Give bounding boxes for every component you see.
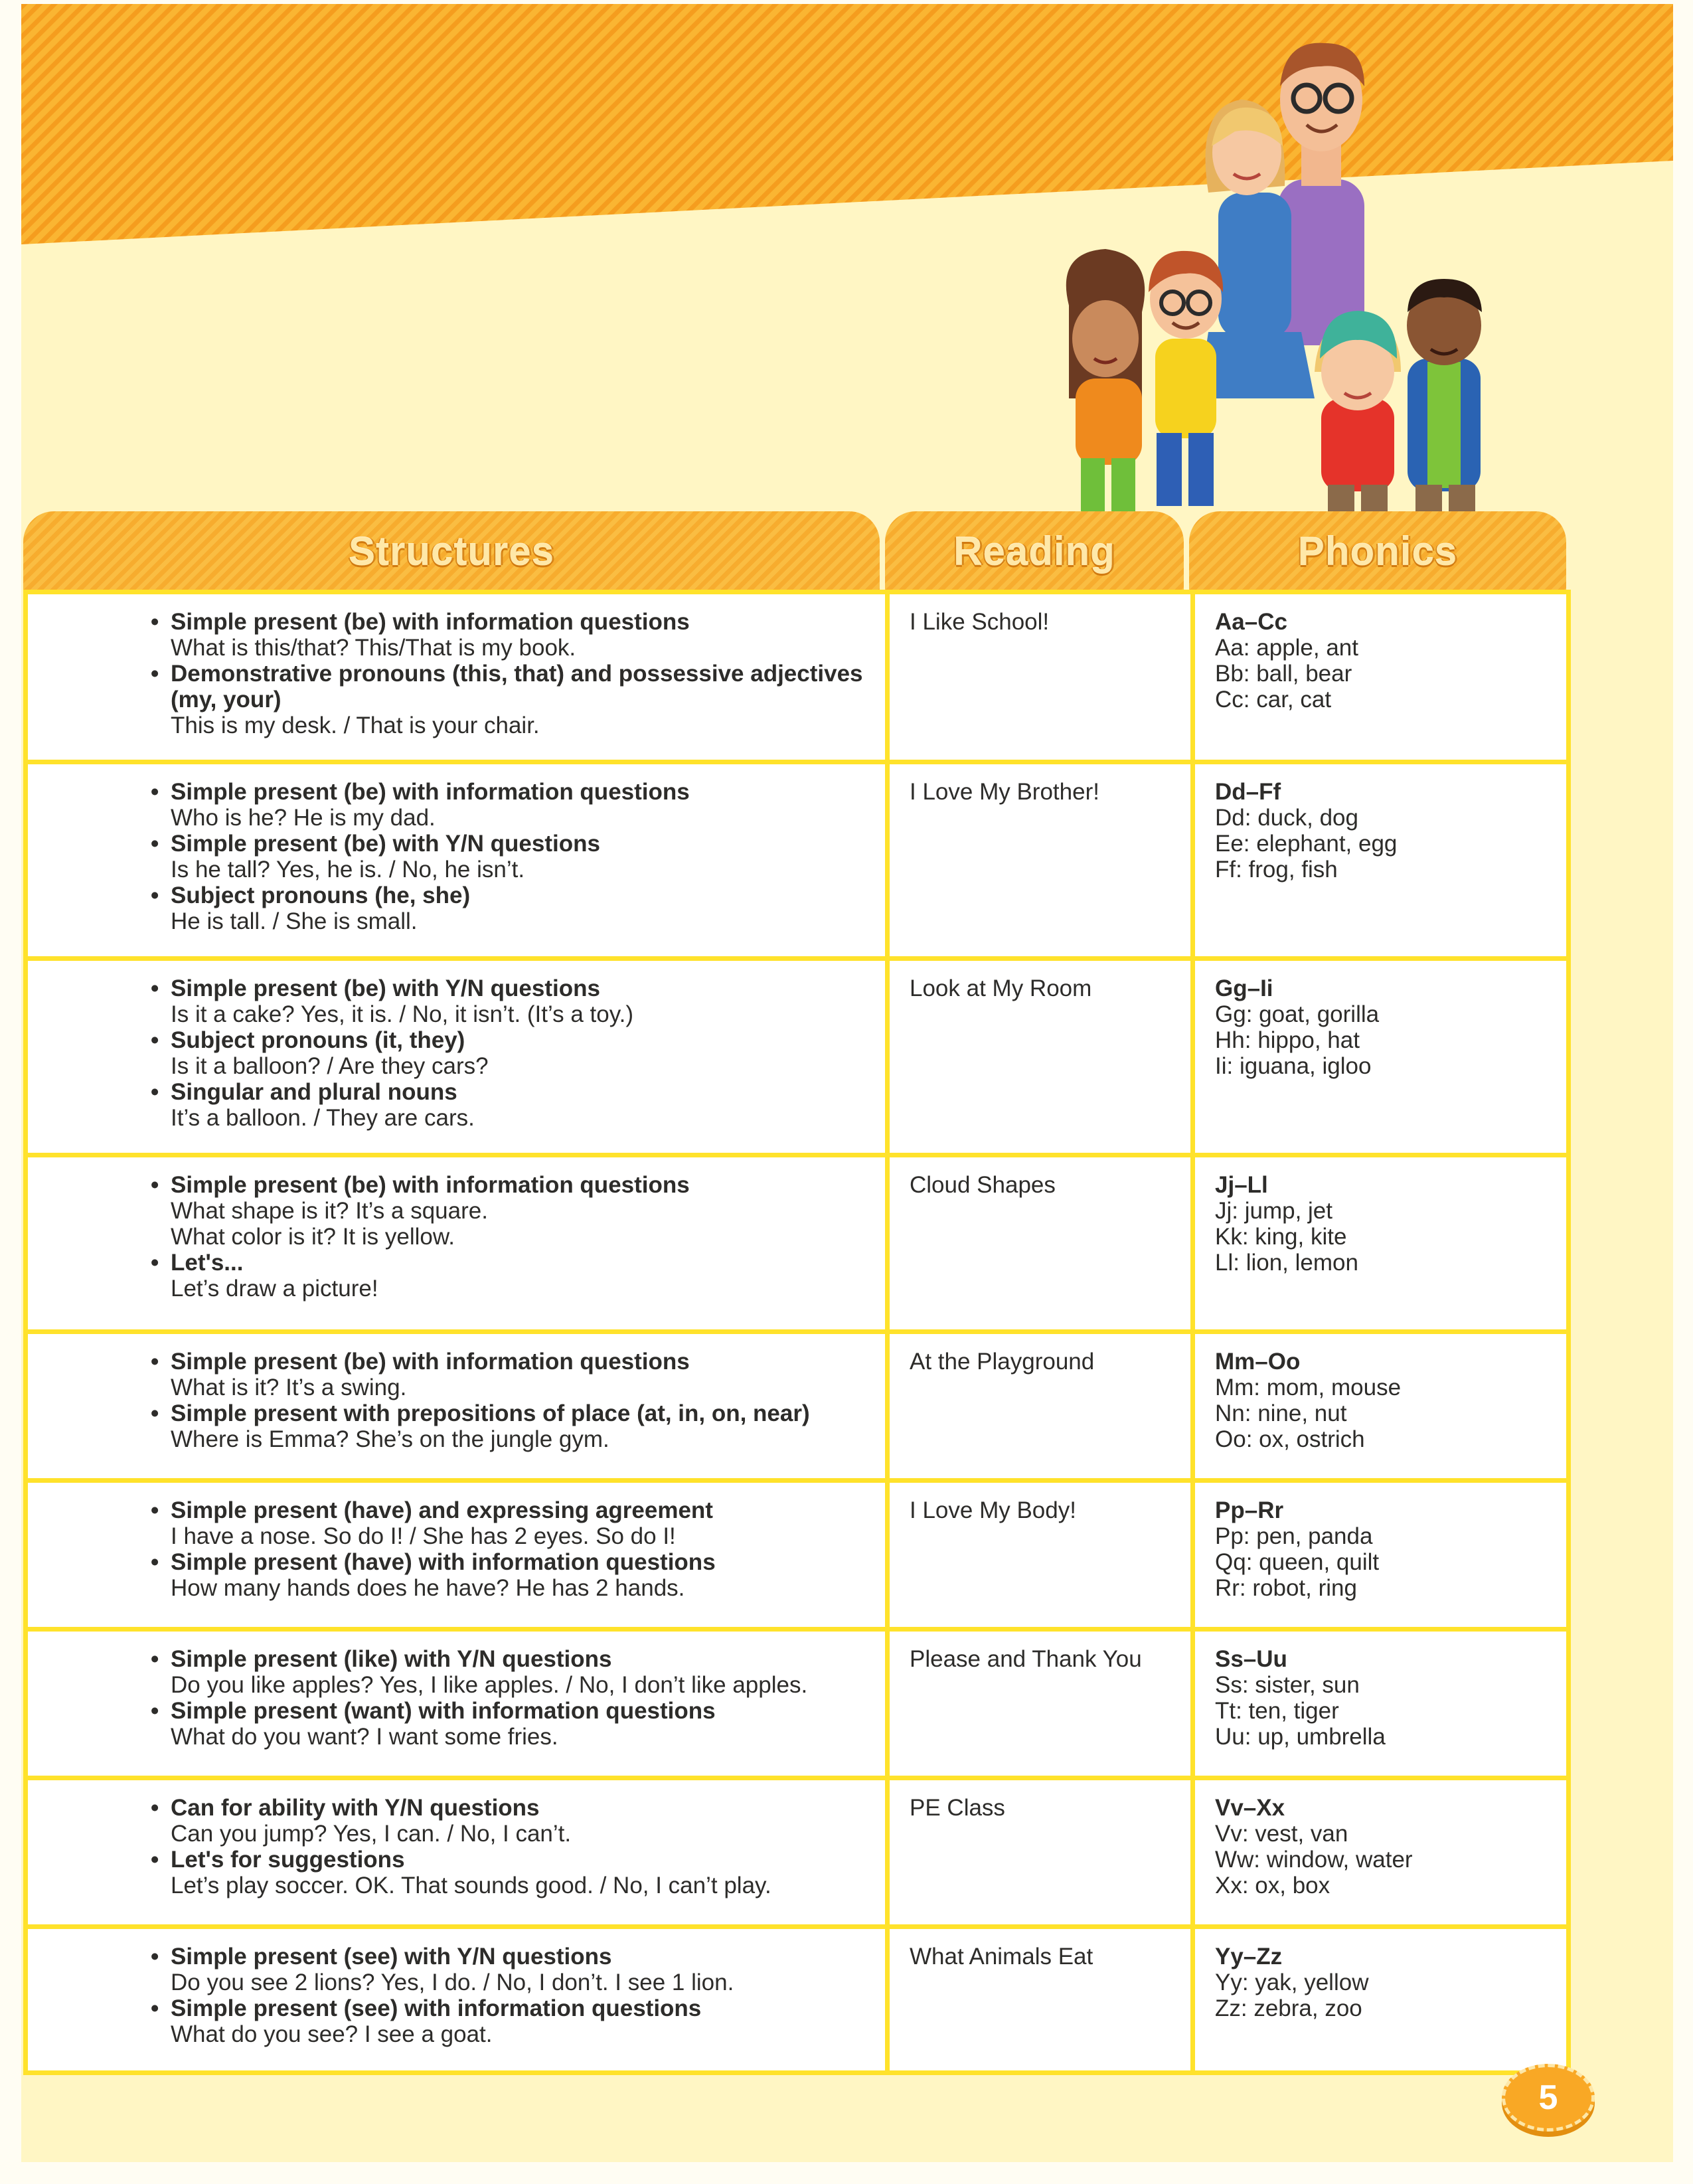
structure-point: • Simple present (be) with Y/N questions xyxy=(171,831,865,857)
structure-point: • Simple present (see) with information questions xyxy=(171,1995,865,2021)
reading-title: PE Class xyxy=(910,1795,1005,1821)
structure-point: • Simple present (want) with information questions xyxy=(171,1698,865,1724)
structure-point: • Simple present (be) with information questions xyxy=(171,779,865,805)
structures-cell xyxy=(26,1332,888,1481)
phonics-cell xyxy=(1193,1332,1569,1481)
page-number-badge: 5 xyxy=(1502,2064,1595,2132)
table-row xyxy=(26,1778,1569,1927)
reading-title: What Animals Eat xyxy=(910,1944,1093,1970)
structure-example: What do you want? I want some fries. xyxy=(171,1724,558,1750)
structures-header: Structures xyxy=(23,511,880,591)
reading-title: I Love My Brother! xyxy=(910,779,1099,805)
structure-example: What shape is it? It’s a square. xyxy=(171,1198,488,1224)
reading-cell xyxy=(888,1630,1193,1778)
table-row xyxy=(26,1481,1569,1630)
structure-point: • Simple present (see) with Y/N questions xyxy=(171,1944,865,1970)
table-row xyxy=(26,1155,1569,1332)
phonics-letters: Pp–Rr xyxy=(1215,1497,1284,1523)
structure-point: • Subject pronouns (it, they) xyxy=(171,1027,865,1053)
boy-glasses-figure xyxy=(1149,251,1223,506)
phonics-letters: Dd–Ff xyxy=(1215,779,1281,805)
phonics-example: Kk: king, kite xyxy=(1215,1224,1347,1250)
structures-cell xyxy=(26,1155,888,1332)
structure-example: Let’s play soccer. OK. That sounds good. / No, I can’t play. xyxy=(171,1873,771,1898)
structure-point: • Let's... xyxy=(171,1250,865,1276)
phonics-example: Ee: elephant, egg xyxy=(1215,831,1398,857)
structures-cell xyxy=(26,1630,888,1778)
phonics-example: Nn: nine, nut xyxy=(1215,1400,1347,1426)
reading-title: I Love My Body! xyxy=(910,1497,1076,1523)
girl-hat-figure xyxy=(1315,311,1401,518)
reading-title: Look at My Room xyxy=(910,975,1092,1001)
structure-example: Do you see 2 lions? Yes, I do. / No, I don’t. I see 1 lion. xyxy=(171,1970,734,1995)
table-row xyxy=(26,959,1569,1155)
phonics-letters: Ss–Uu xyxy=(1215,1646,1287,1672)
structure-point: • Simple present with prepositions of place (at, in, on, near) xyxy=(171,1400,865,1426)
structures-cell xyxy=(26,1481,888,1630)
phonics-example: Xx: ox, box xyxy=(1215,1873,1330,1898)
phonics-example: Yy: yak, yellow xyxy=(1215,1970,1369,1995)
phonics-letters: Mm–Oo xyxy=(1215,1349,1301,1375)
family-illustration xyxy=(943,27,1580,518)
boy-right-figure xyxy=(1407,279,1482,518)
phonics-example: Uu: up, umbrella xyxy=(1215,1724,1386,1750)
structure-point: • Simple present (be) with information questions xyxy=(171,1349,865,1375)
phonics-example: Tt: ten, tiger xyxy=(1215,1698,1339,1724)
structures-cell xyxy=(26,1927,888,2073)
phonics-example: Ww: window, water xyxy=(1215,1847,1413,1873)
table-row xyxy=(26,592,1569,762)
phonics-example: Ff: frog, fish xyxy=(1215,857,1338,882)
phonics-cell xyxy=(1193,592,1569,762)
structures-cell xyxy=(26,1778,888,1927)
phonics-cell xyxy=(1193,1155,1569,1332)
structure-example: Let’s draw a picture! xyxy=(171,1276,378,1302)
phonics-example: Oo: ox, ostrich xyxy=(1215,1426,1365,1452)
reading-cell xyxy=(888,959,1193,1155)
phonics-example: Gg: goat, gorilla xyxy=(1215,1001,1380,1027)
reading-cell xyxy=(888,1481,1193,1630)
phonics-example: Aa: apple, ant xyxy=(1215,635,1358,661)
phonics-example: Hh: hippo, hat xyxy=(1215,1027,1360,1053)
phonics-example: Bb: ball, bear xyxy=(1215,661,1352,687)
reading-cell xyxy=(888,762,1193,959)
reading-cell xyxy=(888,1332,1193,1481)
phonics-example: Ss: sister, sun xyxy=(1215,1672,1360,1698)
structure-point: • Simple present (have) and expressing agreement xyxy=(171,1497,865,1523)
phonics-letters: Yy–Zz xyxy=(1215,1944,1283,1970)
phonics-example: Dd: duck, dog xyxy=(1215,805,1358,831)
phonics-cell xyxy=(1193,1630,1569,1778)
reading-cell xyxy=(888,1155,1193,1332)
structure-example: Is it a cake? Yes, it is. / No, it isn’t. (It’s a toy.) xyxy=(171,1001,634,1027)
phonics-letters: Aa–Cc xyxy=(1215,609,1287,635)
phonics-cell xyxy=(1193,1778,1569,1927)
structure-example: What do you see? I see a goat. xyxy=(171,2021,493,2047)
structures-cell xyxy=(26,592,888,762)
reading-cell xyxy=(888,592,1193,762)
phonics-example: Ii: iguana, igloo xyxy=(1215,1053,1372,1079)
structure-example: Who is he? He is my dad. xyxy=(171,805,436,831)
phonics-cell xyxy=(1193,1481,1569,1630)
structure-example: How many hands does he have? He has 2 hands. xyxy=(171,1575,685,1601)
structure-example: This is my desk. / That is your chair. xyxy=(171,713,540,738)
phonics-letters: Gg–Ii xyxy=(1215,975,1273,1001)
structures-cell xyxy=(26,959,888,1155)
phonics-example: Vv: vest, van xyxy=(1215,1821,1348,1847)
phonics-example: Mm: mom, mouse xyxy=(1215,1375,1402,1400)
reading-title: Please and Thank You xyxy=(910,1646,1142,1672)
reading-title: Cloud Shapes xyxy=(910,1172,1056,1198)
structures-cell xyxy=(26,762,888,959)
structure-example: Is he tall? Yes, he is. / No, he isn’t. xyxy=(171,857,525,882)
structure-example: I have a nose. So do I! / She has 2 eyes. So do I! xyxy=(171,1523,676,1549)
structure-example: It’s a balloon. / They are cars. xyxy=(171,1105,475,1131)
reading-cell xyxy=(888,1927,1193,2073)
reading-header: Reading xyxy=(885,511,1184,591)
phonics-cell xyxy=(1193,959,1569,1155)
phonics-example: Rr: robot, ring xyxy=(1215,1575,1357,1601)
phonics-cell xyxy=(1193,1927,1569,2073)
table-row xyxy=(26,1630,1569,1778)
table-row xyxy=(26,762,1569,959)
structure-example: Can you jump? Yes, I can. / No, I can’t. xyxy=(171,1821,572,1847)
girl-left-figure xyxy=(1066,249,1145,511)
structure-point: • Simple present (be) with information questions xyxy=(171,1172,865,1198)
structure-point: • Demonstrative pronouns (this, that) and possessive adjectives (my, your) xyxy=(171,661,865,713)
phonics-cell xyxy=(1193,762,1569,959)
structure-example: Where is Emma? She’s on the jungle gym. xyxy=(171,1426,609,1452)
syllabus-table xyxy=(23,590,1571,2075)
structure-example: Is it a balloon? / Are they cars? xyxy=(171,1053,489,1079)
structure-point: • Let's for suggestions xyxy=(171,1847,865,1873)
reading-cell xyxy=(888,1778,1193,1927)
phonics-example: Cc: car, cat xyxy=(1215,687,1332,713)
structure-point: • Subject pronouns (he, she) xyxy=(171,882,865,908)
table-row xyxy=(26,1927,1569,2073)
table-row xyxy=(26,1332,1569,1481)
phonics-example: Zz: zebra, zoo xyxy=(1215,1995,1362,2021)
phonics-example: Ll: lion, lemon xyxy=(1215,1250,1358,1276)
phonics-letters: Jj–Ll xyxy=(1215,1172,1268,1198)
phonics-header: Phonics xyxy=(1189,511,1566,591)
phonics-letters: Vv–Xx xyxy=(1215,1795,1285,1821)
reading-title: At the Playground xyxy=(910,1349,1095,1375)
structure-example: What is this/that? This/That is my book. xyxy=(171,635,576,661)
phonics-example: Qq: queen, quilt xyxy=(1215,1549,1380,1575)
reading-title: I Like School! xyxy=(910,609,1050,635)
structure-example: What is it? It’s a swing. xyxy=(171,1375,407,1400)
structure-point: • Simple present (be) with information questions xyxy=(171,609,865,635)
phonics-example: Jj: jump, jet xyxy=(1215,1198,1332,1224)
structure-point: • Simple present (like) with Y/N questions xyxy=(171,1646,865,1672)
structure-example: He is tall. / She is small. xyxy=(171,908,418,934)
structure-point: • Singular and plural nouns xyxy=(171,1079,865,1105)
structure-point: • Simple present (be) with Y/N questions xyxy=(171,975,865,1001)
structure-example: What color is it? It is yellow. xyxy=(171,1224,455,1250)
phonics-example: Pp: pen, panda xyxy=(1215,1523,1373,1549)
structure-point: • Can for ability with Y/N questions xyxy=(171,1795,865,1821)
structure-example: Do you like apples? Yes, I like apples. / No, I don’t like apples. xyxy=(171,1672,808,1698)
structure-point: • Simple present (have) with information questions xyxy=(171,1549,865,1575)
